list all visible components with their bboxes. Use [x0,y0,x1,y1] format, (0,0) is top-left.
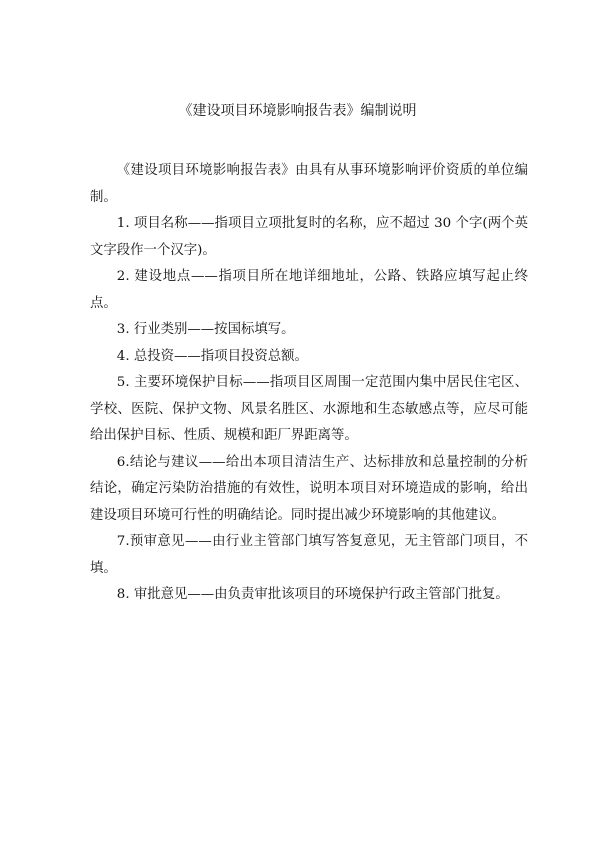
document-title: 《建设项目环境影响报告表》编制说明 [178,103,417,119]
paragraph-item-4-investment: 4. 总投资——指项目投资总额。 [116,348,308,364]
paragraph-item-8-approval: 8. 审批意见——由负责审批该项目的环境保护行政主管部门批复。 [116,587,509,602]
document-body [90,158,528,609]
paragraph-item-2-location: 2. 建设地点——指项目所在地详细地址，公路、铁路应填写起止终点。 [90,269,528,311]
paragraph-item-7-preliminary-review: 7.预审意见——由行业主管部门填写答复意见，无主管部门项目，不填。 [90,534,528,576]
paragraph-item-5-protection-targets: 5. 主要环境保护目标——指项目区周围一定范围内集中居民住宅区、学校、医院、保护文物、风景名胜区、水源地和生态敏感点等，应尽可能给出保护目标、性质、规模和距厂界距离等。 [90,375,528,443]
paragraph-item-3-industry: 3. 行业类别——按国标填写。 [116,322,295,337]
paragraph-item-6-conclusions: 6.结论与建议——给出本项目清洁生产、达标排放和总量控制的分析结论，确定污染防治措施的有效性，说明本项目对环境造成的影响，给出建设项目环境可行性的明确结论。同时提出减少环境影响的其他建议。 [90,454,528,523]
paragraph-item-1-project-name: 1. 项目名称——指项目立项批复时的名称，应不超过 30 个字(两个英文字段作一个汉字)。 [90,216,528,258]
paragraph-intro: 《建设项目环境影响报告表》由具有从事环境影响评价资质的单位编制。 [90,163,528,205]
